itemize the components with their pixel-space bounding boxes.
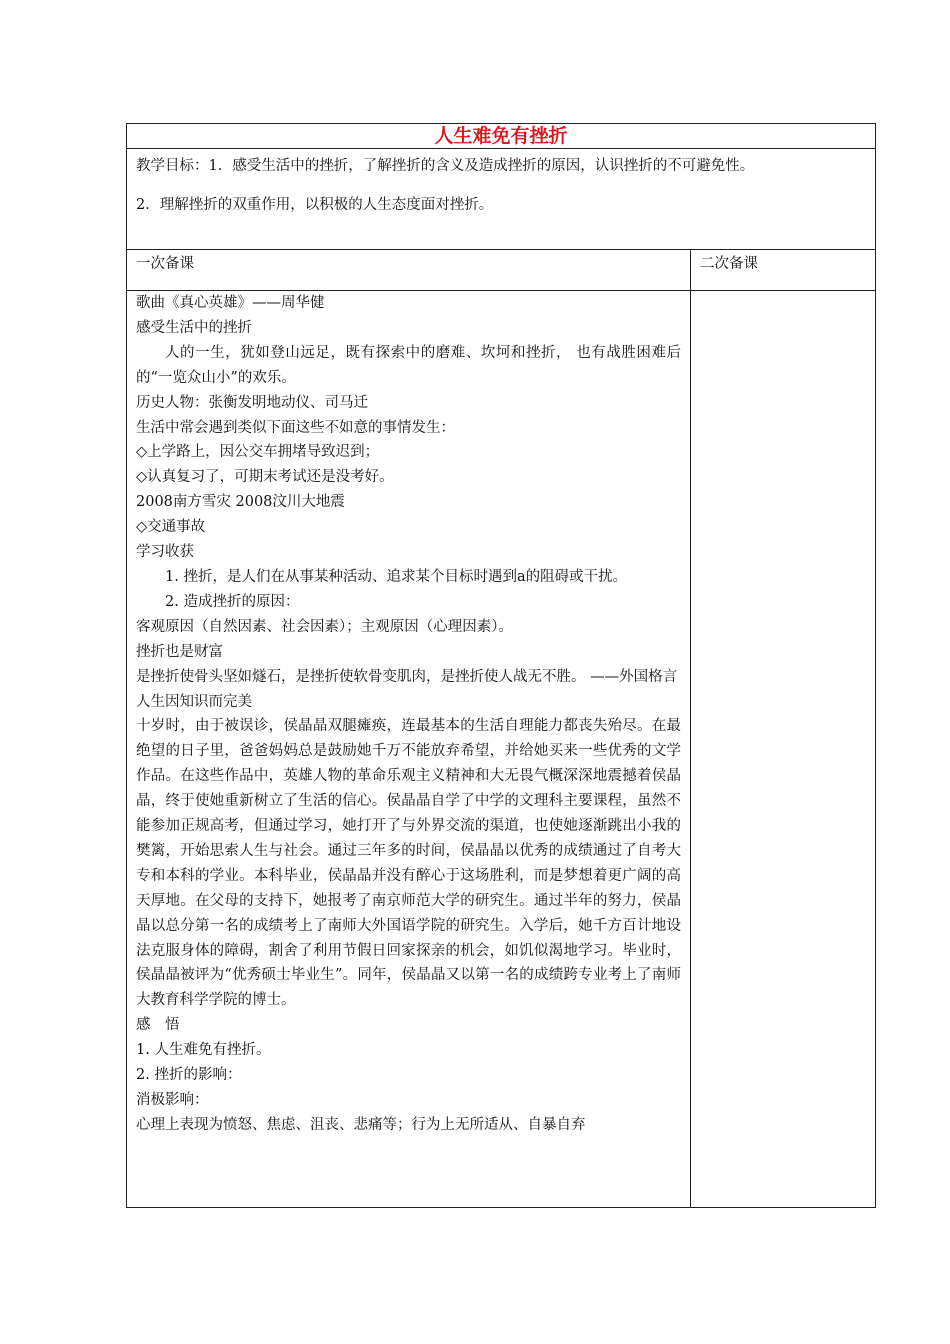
content-paragraph: 人的一生，犹如登山远足，既有探索中的磨难、坎坷和挫折， 也有战胜困难后的“一览众山小”的欢乐。 xyxy=(136,344,681,386)
column-header-row xyxy=(127,250,875,291)
second-prep-header-cell xyxy=(690,250,875,290)
content-paragraph: ◇认真复习了，可期末考试还是没考好。 xyxy=(136,469,394,486)
content-paragraph: 是挫折使骨头坚如燧石，是挫折使软骨变肌肉，是挫折使人战无不胜。 ——外国格言 xyxy=(136,668,678,685)
content-paragraph: 历史人物：张衡发明地动仪、司马迁 xyxy=(136,394,368,411)
content-paragraph: 感受生活中的挫折 xyxy=(136,319,252,336)
content-paragraph: 歌曲《真心英雄》——周华健 xyxy=(136,295,325,311)
content-paragraph: ◇上学路上，因公交车拥堵导致迟到； xyxy=(136,444,380,461)
first-prep-content-cell xyxy=(127,291,690,1207)
content-row xyxy=(127,291,875,1207)
content-paragraph: 2008南方雪灾 2008汶川大地震 xyxy=(136,494,345,511)
content-paragraph: 2. 挫折的影响： xyxy=(136,1067,242,1084)
goal-2: 2．理解挫折的双重作用，以积极的人生态度面对挫折。 xyxy=(136,197,494,213)
first-prep-header-cell xyxy=(127,250,690,290)
second-prep-content-cell xyxy=(690,291,875,1207)
page-title: 人生难免有挫折 xyxy=(434,125,568,147)
second-prep-header: 二次备课 xyxy=(700,256,758,272)
content-paragraph: 1. 人生难免有挫折。 xyxy=(136,1042,271,1059)
content-paragraph: 消极影响： xyxy=(136,1092,209,1108)
teaching-goals xyxy=(127,149,875,250)
content-paragraph: 1. 挫折，是人们在从事某种活动、追求某个目标时遇到a的阻碍或干扰。 xyxy=(165,568,628,585)
content-paragraph: 人生因知识而完美 xyxy=(136,693,252,710)
lesson-content xyxy=(127,291,690,1138)
goal-1: 教学目标：1．感受生活中的挫折，了解挫折的含义及造成挫折的原因，认识挫折的不可避免性。 xyxy=(136,158,755,174)
content-paragraph: 感 悟 xyxy=(136,1017,180,1034)
lesson-plan-table xyxy=(126,123,876,1208)
content-paragraph: 客观原因（自然因素、社会因素）；主观原因（心理因素）。 xyxy=(136,618,513,635)
first-prep-header: 一次备课 xyxy=(136,256,194,272)
content-paragraph: ◇交通事故 xyxy=(136,519,206,536)
content-paragraph: 十岁时，由于被误诊，侯晶晶双腿瘫痪，连最基本的生活自理能力都丧失殆尽。在最绝望的日子里，爸爸妈妈总是鼓励她千万不能放弃希望，并给她买来一些优秀的文学作品。在这些作品中，英雄人物的革命乐观主义精神和大无畏气概深深地震撼着侯晶晶，终于使她重新树立了生活的信心。侯晶晶自学了中学的文理科主要课程，虽然不能参加正规高考，但通过学习，她打开了与外界交流的渠道，也使她逐渐跳出小我的樊篱，开始思索人生与社会。通过三年多的时间，侯晶晶以优秀的成绩通过了自考大专和本科的学业。本科毕业，侯晶晶并没有醉心于这场胜利，而是梦想着更广阔的高天厚地。在父母的支持下，她报考了南京师范大学的研究生。通过半年的努力，侯晶晶以总分第一名的成绩考上了南师大外国语学院的研究生。入学后，她千方百计地设法克服身体的障碍，割舍了利用节假日回家探亲的机会，如饥似渴地学习。毕业时，侯晶晶被评为“优秀硕士毕业生”。同年，侯晶晶又以第一名的成绩跨专业考上了南师大教育科学学院的博士。 xyxy=(136,718,681,1009)
content-paragraph: 心理上表现为愤怒、焦虑、沮丧、悲痛等；行为上无所适从、自暴自弃 xyxy=(136,1116,586,1133)
content-paragraph: 挫折也是财富 xyxy=(136,643,223,660)
content-paragraph: 学习收获 xyxy=(136,544,194,561)
content-paragraph: 生活中常会遇到类似下面这些不如意的事情发生： xyxy=(136,419,455,436)
content-paragraph: 2. 造成挫折的原因： xyxy=(165,593,300,610)
title-row xyxy=(127,124,875,149)
